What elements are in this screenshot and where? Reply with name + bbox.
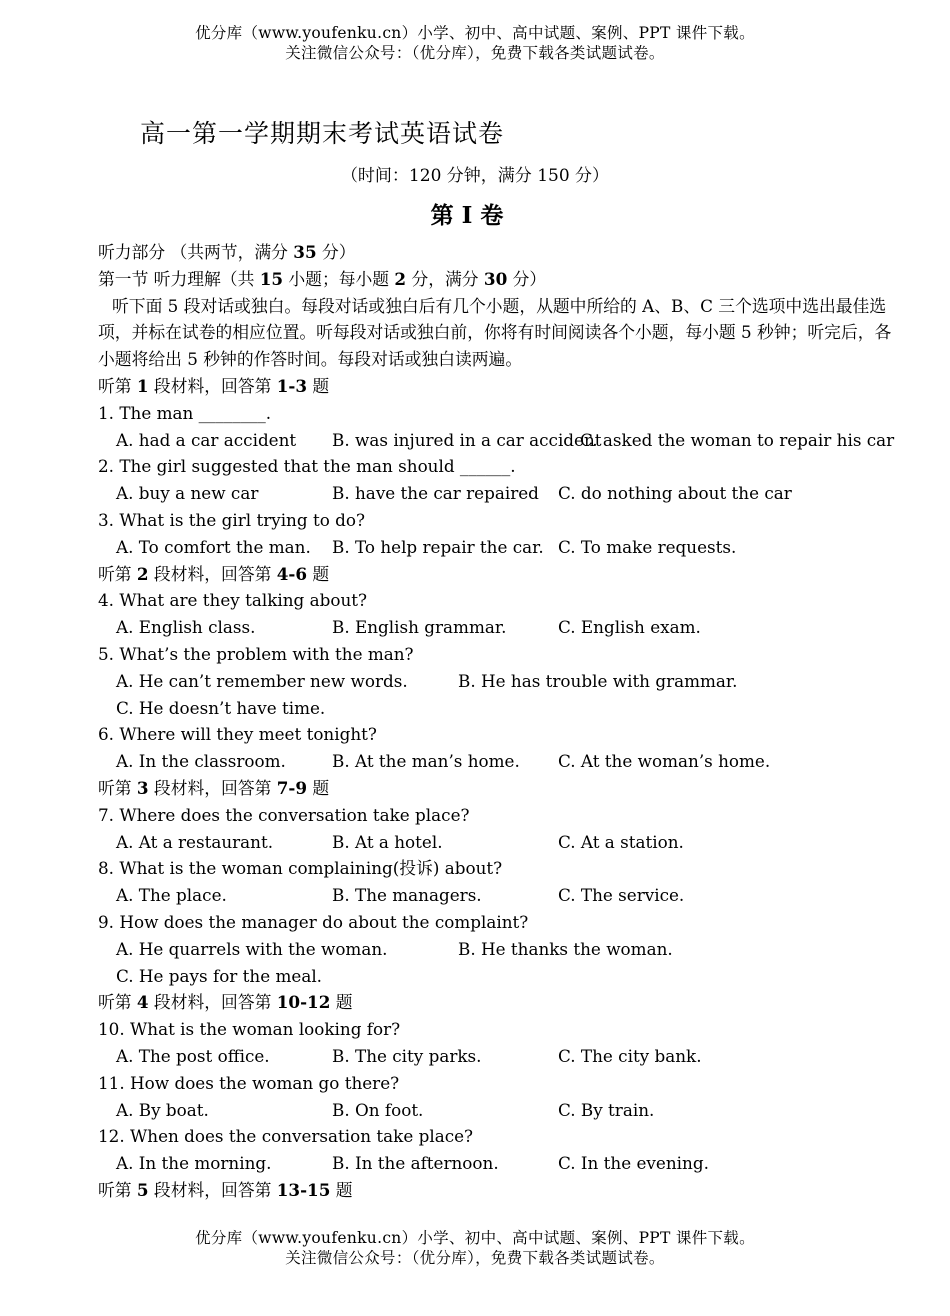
option-a[interactable]: A. He can’t remember new words. bbox=[116, 670, 408, 691]
material-range: 1-3 bbox=[276, 375, 308, 396]
material-heading bbox=[98, 373, 908, 400]
question-stem: 8. What is the woman complaining(投诉) about? bbox=[98, 858, 503, 879]
option-b[interactable]: B. The city parks. bbox=[332, 1045, 482, 1066]
question-options bbox=[98, 963, 908, 990]
listening-heading-end: 分） bbox=[316, 242, 356, 262]
material-range: 13-15 bbox=[276, 1179, 331, 1200]
option-c[interactable]: C. He doesn’t have time. bbox=[116, 697, 326, 718]
option-a[interactable]: A. To comfort the man. bbox=[116, 536, 311, 557]
option-a[interactable]: A. By boat. bbox=[116, 1099, 209, 1120]
material-heading bbox=[98, 1177, 908, 1204]
option-a[interactable]: A. The place. bbox=[116, 885, 227, 906]
material-text: 题 bbox=[307, 563, 330, 584]
section-1-total: 30 bbox=[483, 268, 508, 289]
option-b[interactable]: B. have the car repaired bbox=[332, 483, 539, 504]
material-text: 段材料，回答第 bbox=[148, 1179, 277, 1200]
exam-time-score: （时间：120 分钟，满分 150 分） bbox=[340, 166, 610, 186]
header-line-1: 优分库（www.youfenku.cn）小学、初中、高中试题、案例、PPT 课件下载。 bbox=[195, 24, 755, 42]
question-options bbox=[98, 829, 908, 856]
question-stem: 5. What’s the problem with the man? bbox=[98, 643, 414, 664]
material-number: 1 bbox=[136, 375, 149, 396]
material-text: 段材料，回答第 bbox=[148, 563, 277, 584]
option-c[interactable]: C. The service. bbox=[558, 885, 685, 906]
material-number: 5 bbox=[136, 1179, 149, 1200]
material-number: 2 bbox=[136, 563, 149, 584]
section-1-text-4: 分） bbox=[507, 268, 547, 289]
option-b[interactable]: B. In the afternoon. bbox=[332, 1153, 499, 1174]
option-a[interactable]: A. He quarrels with the woman. bbox=[116, 938, 388, 959]
question-stem: 9. How does the manager do about the complaint? bbox=[98, 911, 529, 932]
material-text: 段材料，回答第 bbox=[148, 992, 277, 1013]
question-options bbox=[98, 614, 908, 641]
material-number: 4 bbox=[136, 992, 149, 1013]
option-c[interactable]: C. The city bank. bbox=[558, 1045, 702, 1066]
exam-title: 高一第一学期期末考试英语试卷 bbox=[140, 119, 505, 148]
question-stem: 3. What is the girl trying to do? bbox=[98, 509, 365, 530]
question-stem: 4. What are they talking about? bbox=[98, 590, 368, 611]
page-header bbox=[0, 23, 950, 63]
option-c[interactable]: C. At the woman’s home. bbox=[558, 751, 771, 772]
option-c[interactable]: C. In the evening. bbox=[558, 1153, 709, 1174]
option-c[interactable]: C. do nothing about the car bbox=[558, 483, 792, 504]
question-options bbox=[98, 534, 908, 561]
material-text: 题 bbox=[307, 375, 330, 396]
section-1-each: 2 bbox=[394, 268, 407, 289]
question-options bbox=[98, 1150, 908, 1177]
material-text: 题 bbox=[307, 777, 330, 798]
option-a[interactable]: A. In the classroom. bbox=[116, 751, 286, 772]
option-b[interactable]: B. On foot. bbox=[332, 1099, 424, 1120]
option-b[interactable]: B. He thanks the woman. bbox=[458, 938, 673, 959]
question-options bbox=[98, 748, 908, 775]
header-line-2: 关注微信公众号：（优分库），免费下载各类试题试卷。 bbox=[285, 44, 665, 62]
listening-heading-text: 听力部分 （共两节，满分 bbox=[98, 242, 294, 262]
option-a[interactable]: A. had a car accident bbox=[116, 429, 297, 450]
option-a[interactable]: A. The post office. bbox=[116, 1045, 270, 1066]
question-stem: 10. What is the woman looking for? bbox=[98, 1019, 401, 1040]
footer-line-1: 优分库（www.youfenku.cn）小学、初中、高中试题、案例、PPT 课件下载。 bbox=[195, 1229, 755, 1247]
option-b[interactable]: B. The managers. bbox=[332, 885, 482, 906]
option-b[interactable]: B. To help repair the car. bbox=[332, 536, 544, 557]
question-stem: 11. How does the woman go there? bbox=[98, 1072, 400, 1093]
option-c[interactable]: C. He pays for the meal. bbox=[116, 965, 323, 986]
exam-body bbox=[98, 239, 908, 1204]
option-b[interactable]: B. He has trouble with grammar. bbox=[458, 670, 738, 691]
footer-line-2: 关注微信公众号：（优分库），免费下载各类试题试卷。 bbox=[285, 1249, 665, 1267]
exam-subtitle bbox=[0, 161, 950, 186]
material-text: 听第 bbox=[98, 777, 137, 798]
question-stem: 7. Where does the conversation take place? bbox=[98, 804, 470, 825]
section-1-count: 15 bbox=[259, 268, 284, 289]
section-1-text-2: 小题；每小题 bbox=[283, 268, 395, 289]
question-options bbox=[98, 1097, 908, 1124]
material-heading bbox=[98, 989, 908, 1016]
option-b[interactable]: B. At a hotel. bbox=[332, 831, 443, 852]
option-a[interactable]: A. English class. bbox=[116, 617, 256, 638]
option-b[interactable]: B. At the man’s home. bbox=[332, 751, 520, 772]
material-range: 7-9 bbox=[276, 777, 308, 798]
part-heading: 第 I 卷 bbox=[430, 202, 504, 229]
listening-heading bbox=[98, 239, 908, 266]
option-c[interactable]: C. asked the woman to repair his car bbox=[580, 429, 895, 450]
option-c[interactable]: C. English exam. bbox=[558, 617, 701, 638]
material-text: 题 bbox=[330, 992, 353, 1013]
option-a[interactable]: A. At a restaurant. bbox=[116, 831, 274, 852]
material-text: 段材料，回答第 bbox=[148, 777, 277, 798]
option-c[interactable]: C. At a station. bbox=[558, 831, 684, 852]
listening-score: 35 bbox=[293, 242, 317, 262]
page-footer bbox=[0, 1228, 950, 1268]
option-c[interactable]: C. To make requests. bbox=[558, 536, 737, 557]
question-options bbox=[98, 480, 908, 507]
material-text: 段材料，回答第 bbox=[148, 375, 277, 396]
material-text: 听第 bbox=[98, 992, 137, 1013]
instructions: 听下面 5 段对话或独白。每段对话或独白后有几个小题，从题中所给的 A、B、C 三个选项中选出最佳选项，并标在试卷的相应位置。听每段对话或独白前，你将有时间阅读各个小题，每小题 5 秒钟；听完后，各小题将给出 5 秒钟的作答时间。每段对话或独白读两遍。 bbox=[98, 295, 892, 370]
question-options bbox=[98, 668, 908, 695]
material-number: 3 bbox=[136, 777, 149, 798]
question-stem: 1. The man ________. bbox=[98, 402, 272, 423]
material-text: 听第 bbox=[98, 375, 137, 396]
question-options bbox=[98, 695, 908, 722]
question-options bbox=[98, 882, 908, 909]
material-range: 4-6 bbox=[276, 563, 308, 584]
material-heading bbox=[98, 775, 908, 802]
question-stem: 6. Where will they meet tonight? bbox=[98, 724, 377, 745]
material-range: 10-12 bbox=[276, 992, 331, 1013]
material-text: 听第 bbox=[98, 1179, 137, 1200]
section-1-text: 第一节 听力理解（共 bbox=[98, 268, 260, 289]
question-options bbox=[98, 1043, 908, 1070]
option-a[interactable]: A. buy a new car bbox=[116, 483, 259, 504]
question-stem: 12. When does the conversation take place? bbox=[98, 1126, 474, 1147]
question-options bbox=[98, 936, 908, 963]
option-b[interactable]: B. English grammar. bbox=[332, 617, 507, 638]
material-text: 听第 bbox=[98, 563, 137, 584]
material-text: 题 bbox=[330, 1179, 353, 1200]
question-stem: 2. The girl suggested that the man should ______. bbox=[98, 456, 516, 477]
option-a[interactable]: A. In the morning. bbox=[116, 1153, 272, 1174]
question-options bbox=[98, 427, 908, 454]
section-1-heading bbox=[98, 266, 908, 293]
option-b[interactable]: B. was injured in a car accident bbox=[332, 429, 602, 450]
option-c[interactable]: C. By train. bbox=[558, 1099, 655, 1120]
material-heading bbox=[98, 561, 908, 588]
section-1-text-3: 分，满分 bbox=[406, 268, 484, 289]
